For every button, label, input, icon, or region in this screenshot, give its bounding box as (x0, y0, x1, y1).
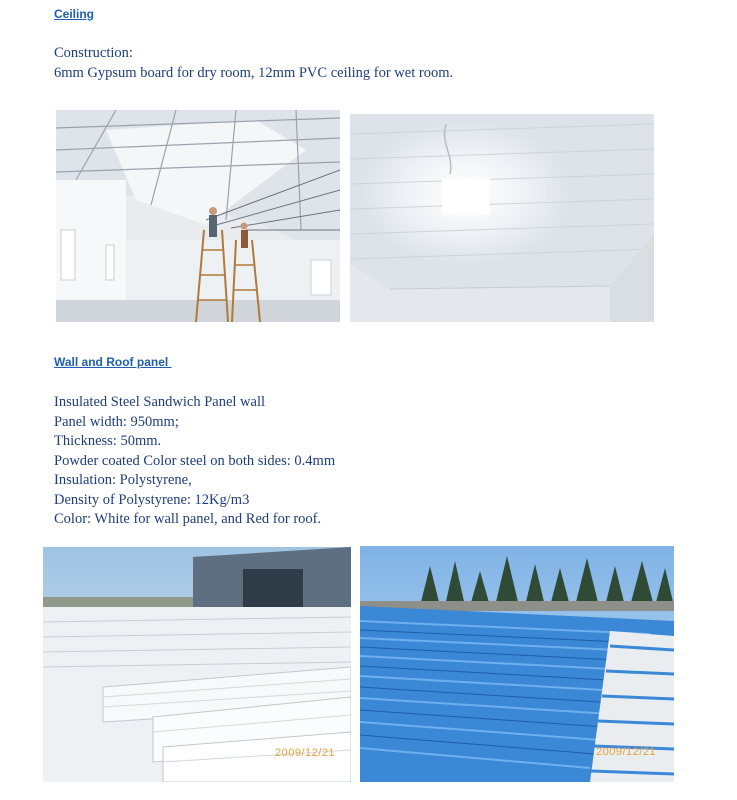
spec-line-density: Density of Polystyrene: 12Kg/m3 (54, 491, 250, 508)
wall-panel-photo (43, 547, 351, 782)
roof-panel-photo (360, 546, 674, 782)
ceiling-heading: Ceiling (54, 7, 95, 21)
ceiling-description (54, 44, 453, 83)
spec-line-thickness: Thickness: 50mm. (54, 433, 162, 449)
spec-line-panel-width: Panel width: 950mm; (54, 413, 179, 430)
wall-panel-date-stamp: 2009/12/21 (275, 747, 336, 759)
pvc-ceiling-photo (350, 114, 654, 322)
roof-panel-date-stamp: 2009/12/21 (596, 746, 657, 758)
gypsum-ceiling-photo (56, 110, 340, 322)
spec-line-panel-type: Insulated Steel Sandwich Panel wall (54, 394, 266, 410)
ceiling-line-materials: 6mm Gypsum board for dry room, 12mm PVC ceiling for wet room. (54, 64, 454, 81)
ceiling-line-construction: Construction: (54, 45, 133, 61)
spec-line-steel: Powder coated Color steel on both sides: 0.4mm (54, 452, 336, 469)
wall-roof-heading: Wall and Roof panel (54, 355, 172, 369)
spec-line-insulation: Insulation: Polystyrene, (54, 472, 192, 488)
wall-roof-specs (54, 393, 335, 530)
spec-line-color: Color: White for wall panel, and Red for roof. (54, 511, 322, 527)
